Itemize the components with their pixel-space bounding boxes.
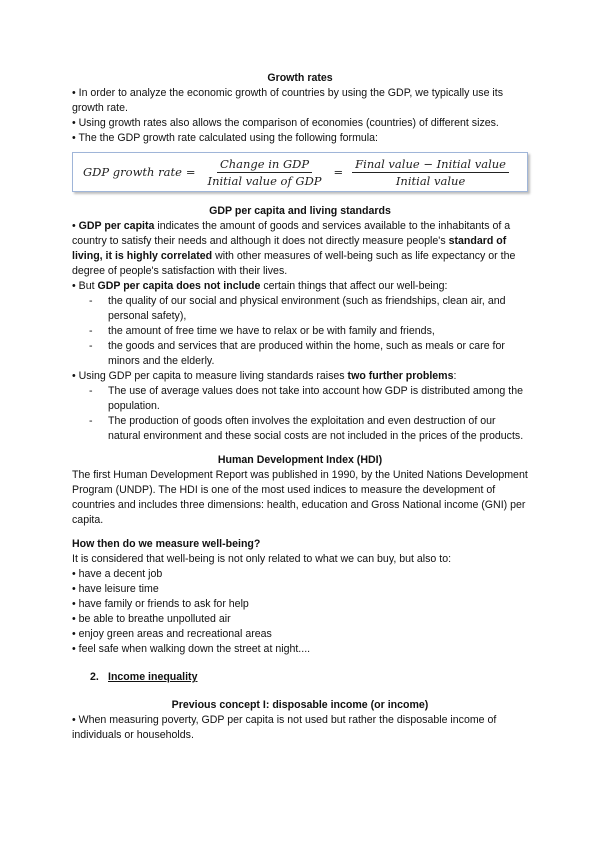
wellbeing-intro: It is considered that well-being is not only related to what we can buy, but also to: bbox=[72, 553, 452, 565]
list-item: - the quality of our social and physical environment (such as friendships, clean air, and personal safety), bbox=[108, 294, 528, 324]
fraction-2-numerator: Final value − Initial value bbox=[352, 157, 509, 173]
formula-equals-1: = bbox=[185, 164, 196, 179]
gdp-per-capita-heading: GDP per capita and living standards bbox=[209, 205, 391, 217]
gdp-growth-formula bbox=[72, 152, 528, 192]
previous-concept-heading: Previous concept I: disposable income (or income) bbox=[171, 699, 429, 711]
section-2-heading bbox=[90, 670, 528, 685]
list-item: • have a decent job bbox=[72, 568, 163, 580]
text-run: • But bbox=[72, 280, 98, 292]
gdp-per-capita-para-1 bbox=[72, 219, 528, 279]
section-number: 2. bbox=[90, 671, 99, 683]
spacer bbox=[72, 528, 528, 537]
list-item: • have leisure time bbox=[72, 583, 159, 595]
not-included-list bbox=[72, 294, 528, 369]
formula-fraction-2 bbox=[352, 157, 509, 188]
list-item: - The use of average values does not take into account how GDP is distributed among the population. bbox=[108, 384, 528, 414]
formula-equals-2: = bbox=[333, 164, 344, 179]
growth-rates-heading: Growth rates bbox=[267, 72, 333, 84]
wellbeing-heading bbox=[72, 537, 528, 552]
text-run: • Using GDP per capita to measure living standards raises bbox=[72, 370, 348, 382]
text-run: : bbox=[453, 370, 457, 382]
bold-term: GDP per capita does not include bbox=[97, 280, 261, 292]
spacer bbox=[72, 657, 528, 670]
growth-bullet-1: • In order to analyze the economic growth of countries by using the GDP, we typically use its growth rate. bbox=[72, 87, 504, 114]
list-item: - The production of goods often involves the exploitation and even destruction of our natural environment and these social costs are not included in the prices of the products. bbox=[108, 414, 528, 444]
hdi-paragraph: The first Human Development Report was published in 1990, by the United Nations Development Program (UNDP). The HDI is one of the most used indices to measure the development of countries and includes three dimensions: health, education and Gross National income (GNI) per capita. bbox=[72, 469, 528, 526]
spacer bbox=[72, 444, 528, 453]
fraction-1-numerator: Change in GDP bbox=[217, 157, 312, 173]
spacer bbox=[72, 685, 528, 698]
list-item: - the amount of free time we have to relax or be with family and friends, bbox=[108, 324, 528, 339]
list-item: • have family or friends to ask for help bbox=[72, 598, 249, 610]
bold-term: , it is highly correlated bbox=[99, 250, 213, 262]
text-run: certain things that affect our well-being: bbox=[260, 280, 448, 292]
list-item: - the goods and services that are produced within the home, such as meals or care for minors and the elderly. bbox=[108, 339, 528, 369]
text-run: indicates the amount of goods and services available to the inhabitants of a country to satisfy their needs and although it does not directly measure people's bbox=[72, 220, 511, 247]
further-problems-list bbox=[72, 384, 528, 444]
formula-fraction-1 bbox=[205, 157, 325, 188]
growth-bullet-2: • Using growth rates also allows the comparison of economies (countries) of different sizes. bbox=[72, 117, 499, 129]
bold-term: standard of living bbox=[72, 235, 507, 262]
previous-concept-paragraph: • When measuring poverty, GDP per capita is not used but rather the disposable income of individuals or households. bbox=[72, 714, 497, 741]
list-item: • enjoy green areas and recreational areas bbox=[72, 628, 272, 640]
formula-lhs: GDP growth rate bbox=[83, 164, 182, 179]
bold-term: How then do we measure well-being? bbox=[72, 538, 261, 550]
bold-term: two further problems bbox=[347, 370, 454, 382]
text-run: • bbox=[72, 220, 79, 232]
bold-term: GDP per capita bbox=[78, 220, 155, 232]
fraction-2-denominator: Initial value bbox=[395, 173, 466, 188]
gdp-per-capita-para-2 bbox=[72, 279, 528, 294]
section-title: Income inequality bbox=[108, 671, 198, 683]
list-item: • feel safe when walking down the street at night.... bbox=[72, 643, 311, 655]
hdi-heading: Human Development Index (HDI) bbox=[217, 454, 383, 466]
fraction-1-denominator: Initial value of GDP bbox=[207, 173, 322, 188]
text-run: with other measures of well-being such as life expectancy or the degree of people's satisfaction with their lives. bbox=[72, 250, 516, 277]
list-item: • be able to breathe unpolluted air bbox=[72, 613, 231, 625]
growth-bullet-3: • The the GDP growth rate calculated using the following formula: bbox=[72, 132, 378, 144]
gdp-per-capita-para-3 bbox=[72, 369, 528, 384]
